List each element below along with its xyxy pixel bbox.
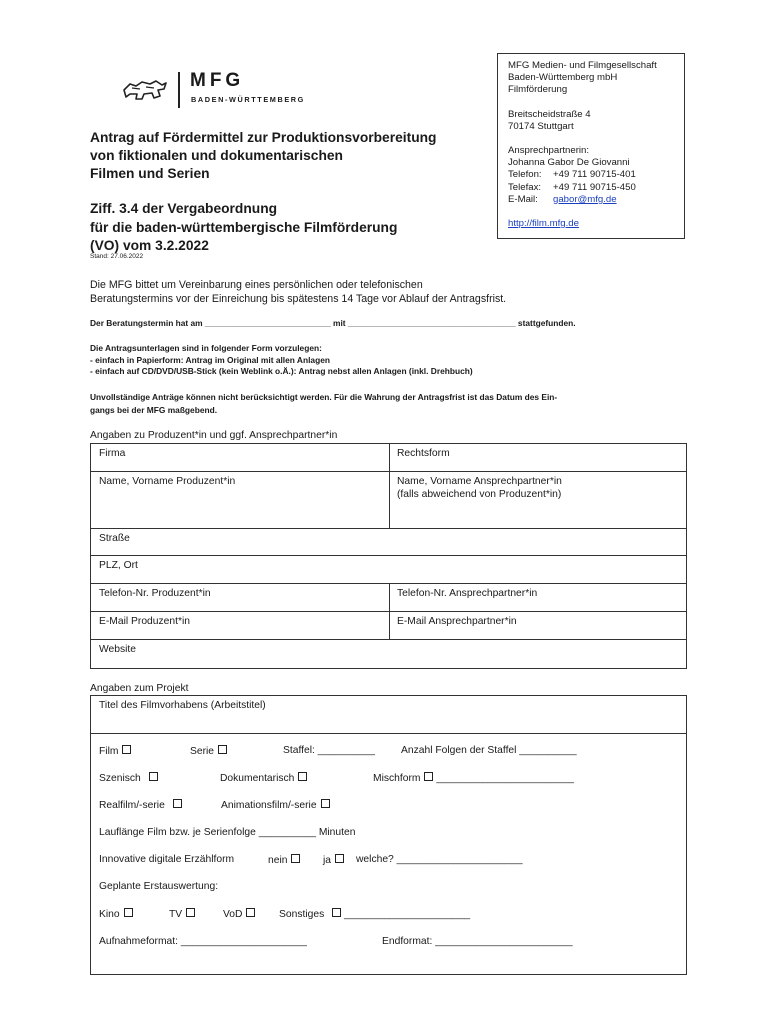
- recording-format-field[interactable]: Aufnahmeformat: ______________________: [99, 936, 307, 947]
- field-label: (falls abweichend von Produzent*in): [397, 489, 562, 500]
- film-checkbox[interactable]: [122, 745, 131, 754]
- lion-icon: [122, 78, 168, 102]
- incomplete-notice: [90, 391, 557, 416]
- regulation-line: (VO) vom 3.2.2022: [90, 238, 209, 253]
- tv-label: TV: [169, 909, 183, 920]
- live-action-checkbox[interactable]: [173, 799, 182, 808]
- notice-line: gangs bei der MFG maßgebend.: [90, 404, 218, 415]
- legal-form-field[interactable]: Rechtsform: [397, 448, 450, 459]
- contact-phone-field[interactable]: Telefon-Nr. Ansprechpartner*in: [397, 588, 538, 599]
- contact-box: [497, 53, 685, 239]
- website-field[interactable]: Website: [99, 644, 137, 655]
- film-label: Film: [99, 746, 119, 757]
- company-field[interactable]: Firma: [99, 448, 126, 459]
- no-checkbox[interactable]: [291, 854, 300, 863]
- mixed-field[interactable]: ________________________: [436, 773, 574, 784]
- submission-requirements: [90, 343, 473, 378]
- fax-number: +49 711 90715-450: [553, 181, 636, 193]
- email-link[interactable]: gabor@mfg.de: [553, 193, 617, 205]
- requirement-line: - einfach in Papierform: Antrag im Original mit allen Anlagen: [90, 354, 330, 365]
- website-link[interactable]: http://film.mfg.de: [508, 218, 579, 230]
- producer-section-heading: Angaben zu Produzent*in und ggf. Ansprechpartner*in: [90, 430, 338, 441]
- phone-number: +49 711 90715-401: [553, 169, 636, 181]
- yes-checkbox[interactable]: [335, 854, 344, 863]
- field-label: Name, Vorname Ansprechpartner*in: [397, 476, 562, 487]
- contact-person-name: Johanna Gabor De Giovanni: [508, 157, 630, 169]
- producer-table: [90, 443, 687, 669]
- planned-release-label: Geplante Erstauswertung:: [99, 881, 219, 892]
- live-action-label: Realfilm/-serie: [99, 800, 165, 811]
- title-line: Filmen und Serien: [90, 166, 210, 181]
- series-checkbox[interactable]: [218, 745, 227, 754]
- working-title-field[interactable]: Titel des Filmvorhabens (Arbeitstitel): [99, 700, 266, 711]
- which-field[interactable]: welche? ______________________: [356, 854, 523, 865]
- contact-name-field[interactable]: [389, 472, 687, 501]
- runtime-field[interactable]: Lauflänge Film bzw. je Serienfolge __________ Minuten: [99, 827, 356, 838]
- cinema-label: Kino: [99, 909, 120, 920]
- tv-checkbox[interactable]: [186, 908, 195, 917]
- episode-count-field[interactable]: Anzahl Folgen der Staffel __________: [401, 745, 577, 756]
- producer-name-field[interactable]: Name, Vorname Produzent*in: [99, 476, 236, 487]
- project-section-heading: Angaben zum Projekt: [90, 683, 189, 694]
- document-title: [90, 129, 436, 183]
- documentary-label: Dokumentarisch: [220, 773, 295, 784]
- contact-street: Breitscheidstraße 4: [508, 108, 591, 120]
- vod-checkbox[interactable]: [246, 908, 255, 917]
- street-field[interactable]: Straße: [99, 533, 130, 544]
- yes-label: ja: [323, 855, 332, 866]
- regulation-line: Ziff. 3.4 der Vergabeordnung: [90, 201, 278, 216]
- other-field[interactable]: ______________________: [344, 909, 471, 920]
- no-label: nein: [268, 855, 288, 866]
- regulation-reference: [90, 200, 397, 256]
- title-line: von fiktionalen und dokumentarischen: [90, 148, 343, 163]
- mixed-label: Mischform: [373, 773, 421, 784]
- animation-checkbox[interactable]: [321, 799, 330, 808]
- scenic-checkbox[interactable]: [149, 772, 158, 781]
- logo-divider: [178, 72, 180, 108]
- notice-line: Unvollständige Anträge können nicht berücksichtigt werden. Für die Wahrung der Antragsfrist ist das Datum des Ein-: [90, 392, 558, 402]
- season-field[interactable]: Staffel: __________: [283, 745, 375, 756]
- mixed-checkbox[interactable]: [424, 772, 433, 781]
- documentary-checkbox[interactable]: [298, 772, 307, 781]
- contact-city: 70174 Stuttgart: [508, 120, 574, 132]
- vod-label: VoD: [223, 909, 243, 920]
- requirement-line: Die Antragsunterlagen sind in folgender Form vorzulegen:: [90, 343, 322, 353]
- logo-subtitle: BADEN-WÜRTTEMBERG: [191, 95, 305, 104]
- version-date: Stand: 27.06.2022: [90, 253, 144, 260]
- requirement-line: - einfach auf CD/DVD/USB-Stick (kein Weblink o.Ä.): Antrag nebst allen Anlagen (inkl. Drehbuch): [90, 366, 473, 376]
- contact-person-label: Ansprechpartnerin:: [508, 145, 590, 157]
- animation-label: Animationsfilm/-serie: [221, 800, 317, 811]
- final-format-field[interactable]: Endformat: ________________________: [382, 936, 573, 947]
- contact-org: Filmförderung: [508, 84, 568, 96]
- phone-label: Telefon:: [508, 169, 542, 181]
- project-table: [90, 695, 687, 975]
- mfg-logo: [122, 72, 312, 110]
- zip-city-field[interactable]: PLZ, Ort: [99, 560, 138, 571]
- contact-org: MFG Medien- und Filmgesellschaft: [508, 60, 657, 71]
- intro-line: Die MFG bittet um Vereinbarung eines persönlichen oder telefonischen: [90, 279, 423, 291]
- intro-text: [90, 278, 506, 306]
- intro-line: Beratungstermins vor der Einreichung bis spätestens 14 Tage vor Ablauf der Antragsfrist.: [90, 293, 507, 305]
- regulation-line: für die baden-württembergische Filmförderung: [90, 219, 398, 235]
- appointment-line[interactable]: Der Beratungstermin hat am ___________________________ mit ____________________________________ stattgefunden.: [90, 318, 576, 328]
- contact-org: Baden-Württemberg mbH: [508, 72, 618, 84]
- producer-phone-field[interactable]: Telefon-Nr. Produzent*in: [99, 588, 211, 599]
- other-checkbox[interactable]: [332, 908, 341, 917]
- logo-wordmark: MFG: [190, 70, 245, 91]
- cinema-checkbox[interactable]: [124, 908, 133, 917]
- fax-label: Telefax:: [508, 181, 542, 193]
- series-label: Serie: [190, 746, 215, 757]
- scenic-label: Szenisch: [99, 773, 141, 784]
- contact-email-field[interactable]: E-Mail Ansprechpartner*in: [397, 616, 517, 627]
- email-label: E-Mail:: [508, 193, 538, 205]
- title-line: Antrag auf Fördermittel zur Produktionsvorbereitung: [90, 130, 437, 145]
- producer-email-field[interactable]: E-Mail Produzent*in: [99, 616, 190, 627]
- other-label: Sonstiges: [279, 909, 325, 920]
- innovative-label: Innovative digitale Erzählform: [99, 854, 235, 865]
